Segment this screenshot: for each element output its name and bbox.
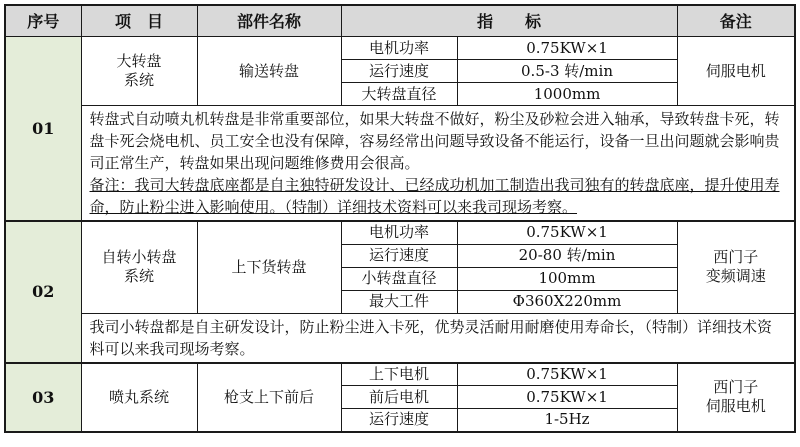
- description-cell: 我司小转盘都是自主研发设计，防止粉尘进入卡死，优势灵活耐用耐磨使用寿命长，（特制）详细技术资料可以来我司现场考察。: [81, 313, 795, 363]
- spec-value: 0.75KW×1: [457, 37, 677, 60]
- spec-value: 0.75KW×1: [457, 221, 677, 244]
- spec-name: 最大工件: [341, 290, 457, 313]
- remark-text: 备注：我司大转盘底座都是自主独特研发设计、已经成功机加工制造出我司独有的转盘底座，提升使用寿命，防止粉尘进入影响使用。（特制）详细技术资料可以来我司现场考察。: [89, 176, 780, 216]
- spec-name: 电机功率: [341, 221, 457, 244]
- note-line-2: 变频调速: [705, 267, 766, 286]
- spec-name: 上下电机: [341, 363, 457, 386]
- spec-value: 100mm: [457, 267, 677, 290]
- header-spec: 指 标: [341, 5, 677, 37]
- spec-value: 20-80 转/min: [457, 244, 677, 267]
- note-line-2: 伺服电机: [705, 397, 766, 415]
- description-row: [5, 313, 795, 363]
- item-line-2: 系统: [123, 71, 154, 89]
- spec-value: 1-5Hz: [457, 409, 677, 432]
- note-line-1: 西门子: [713, 248, 759, 267]
- table-row: [5, 363, 795, 386]
- spec-value: 0.5-3 转/min: [457, 60, 677, 83]
- note-cell: [677, 363, 795, 432]
- part-cell: 输送转盘: [197, 37, 341, 106]
- spec-name: 电机功率: [341, 37, 457, 60]
- spec-name: 运行速度: [341, 409, 457, 432]
- table-row: [5, 221, 795, 244]
- row-number: 01: [5, 37, 81, 222]
- spec-value: 1000mm: [457, 83, 677, 106]
- header-note: 备注: [677, 5, 795, 37]
- spec-name: 小转盘直径: [341, 267, 457, 290]
- note-cell: [677, 221, 795, 313]
- item-cell: [81, 37, 197, 106]
- spec-name: 大转盘直径: [341, 83, 457, 106]
- header-no: 序号: [5, 5, 81, 37]
- description-text: 转盘式自动喷丸机转盘是非常重要部位，如果大转盘不做好，粉尘及砂粒会进入轴承，导致转盘卡死，转盘卡死会烧电机、员工安全也没有保障，容易经常出问题导致设备不能运行，设备一旦出问题就会影响贵司正常生产，转盘如果出现问题维修费用会很高。: [89, 110, 780, 172]
- item-line-1: 自转小转盘: [101, 248, 177, 267]
- part-cell: 上下货转盘: [197, 221, 341, 313]
- spec-name: 前后电机: [341, 386, 457, 409]
- header-part: 部件名称: [197, 5, 341, 37]
- spec-table: [4, 4, 796, 433]
- item-line-1: 大转盘: [116, 52, 162, 70]
- row-number: 03: [5, 363, 81, 432]
- spec-name: 运行速度: [341, 244, 457, 267]
- note-cell: 伺服电机: [677, 37, 795, 106]
- item-cell: [81, 221, 197, 313]
- description-cell: [81, 106, 795, 222]
- note-line-1: 西门子: [713, 378, 759, 396]
- row-number: 02: [5, 221, 81, 363]
- item-line-2: 系统: [123, 267, 154, 286]
- spec-value: 0.75KW×1: [457, 386, 677, 409]
- table-row: [5, 37, 795, 60]
- spec-value: 0.75KW×1: [457, 363, 677, 386]
- spec-value: Φ360X220mm: [457, 290, 677, 313]
- header-item: 项 目: [81, 5, 197, 37]
- description-row: [5, 106, 795, 222]
- item-cell: 喷丸系统: [81, 363, 197, 432]
- part-cell: 枪支上下前后: [197, 363, 341, 432]
- spec-name: 运行速度: [341, 60, 457, 83]
- header-row: [5, 5, 795, 37]
